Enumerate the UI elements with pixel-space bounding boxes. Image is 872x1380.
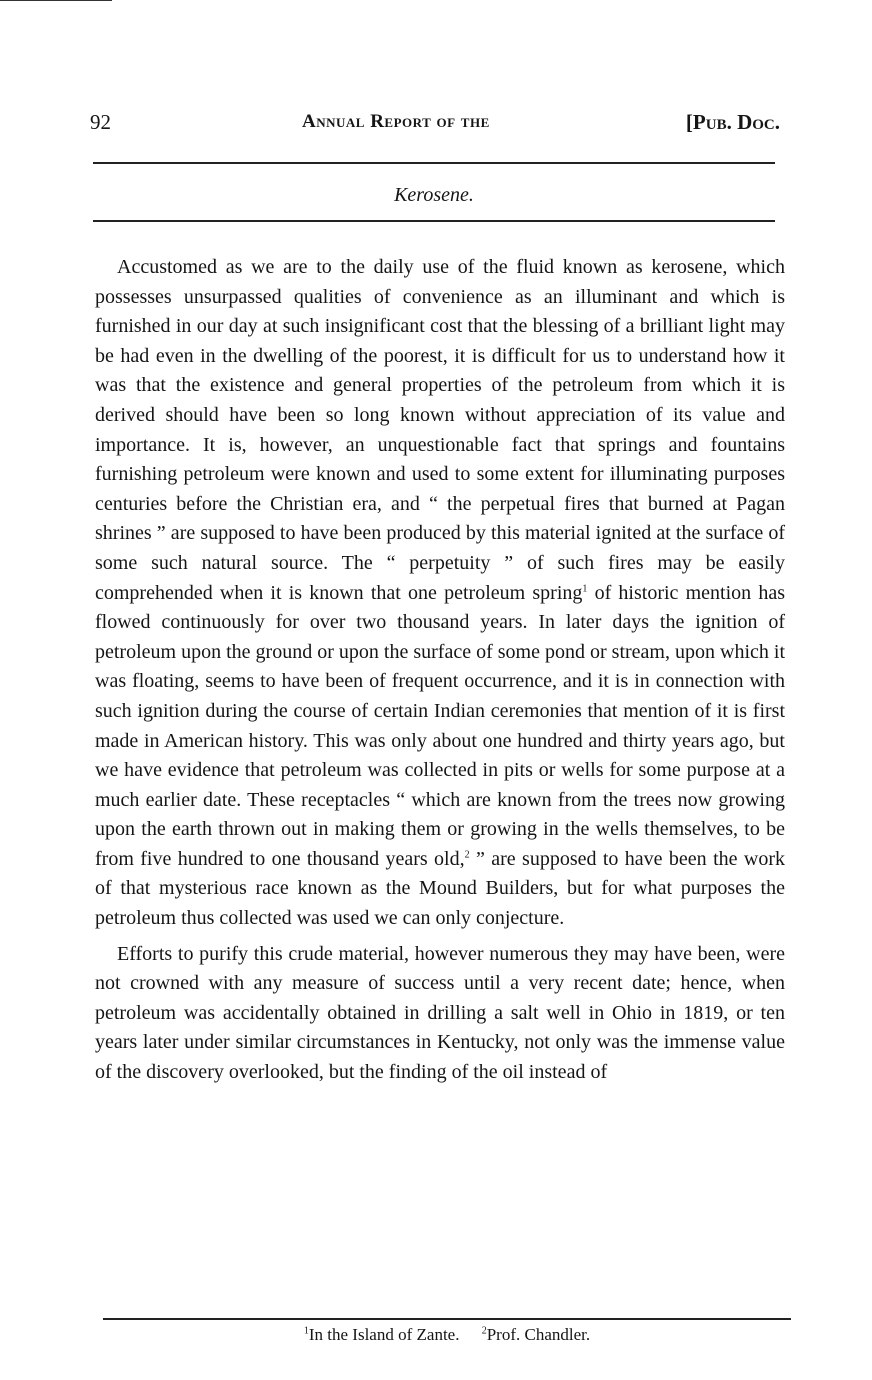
footnote-marker-2: 2 (464, 849, 470, 861)
paragraph-1-part-3: ” are supposed to have been the work of that mysterious race known as the Mound Builders, but for what purposes the petroleum thus collected was used we can only conjecture. (95, 847, 785, 930)
section-rule (93, 220, 775, 222)
publication-label: [Pub. Doc. (685, 110, 780, 134)
header-rule (93, 162, 775, 164)
paragraph-1-part-1: Accustomed as we are to the daily use of the fluid known as kerosene, which possesses unsurpassed qualities of convenience as an illuminant and which is furnished in our day at such insignificant cost that the blessing of a brilliant light may be had even in the dwelling of the poorest, it is difficult for us to understand how it was that the existence and general properties of the petroleum from which it is derived should have been so long known without appreciation of its value and importance. It is, however, an unquestionable fact that springs and fountains furnishing petroleum were known and used to some extent for illuminating purposes centuries before the Christian era, and “ the perpetual fires that burned at Pagan shrines ” are supposed to have been produced by this material ignited at the surface of some such natural source. The “ perpetuity ” of such fires may be easily comprehended when it is known that one petroleum spring (95, 256, 785, 604)
footnote-1-mark: 1 (303, 1325, 309, 1337)
footnote-2-text: Prof. Chandler. (486, 1325, 591, 1344)
paragraph-1 (95, 253, 785, 934)
scan-edge-line (0, 0, 112, 1)
section-title: Kerosene. (394, 184, 474, 206)
footnote-2-mark: 2 (481, 1325, 487, 1337)
body-text (95, 253, 785, 1088)
page-number: 92 (90, 110, 111, 134)
footnote-rule (103, 1318, 791, 1320)
paragraph-1-part-2: of historic mention has flowed continuously for over two thousand years. In later days the ignition of petroleum upon the ground or upon the surface of some pond or stream, upon which it was floating, seems to have been of frequent occurrence, and it is in connection with such ignition during the course of certain Indian ceremonies that mention of it is first made in American history. This was only about one hundred and thirty years ago, but we have evidence that petroleum was collected in pits or wells for some purpose at a much earlier date. These receptacles “ which are known from the trees now growing upon the earth thrown out in making them or growing in the wells themselves, to be from five hundred to one thousand years old, (95, 581, 785, 870)
footnote-2 (482, 1325, 590, 1344)
paragraph-2: Efforts to purify this crude material, however numerous they may have been, were not crowned with any measure of success until a very recent date; hence, when petroleum was accidentally obtained in drilling a salt well in Ohio in 1819, or ten years later under similar circumstances in Kentucky, not only was the immense value of the discovery overlooked, but the finding of the oil instead of (95, 942, 785, 1084)
footnotes (103, 1325, 791, 1345)
footnote-1-text: In the Island of Zante. (308, 1325, 460, 1344)
footnote-1 (304, 1325, 460, 1344)
footnote-marker-1: 1 (582, 582, 588, 594)
running-head-title: Annual Report of the (302, 111, 490, 132)
running-head (90, 110, 780, 140)
